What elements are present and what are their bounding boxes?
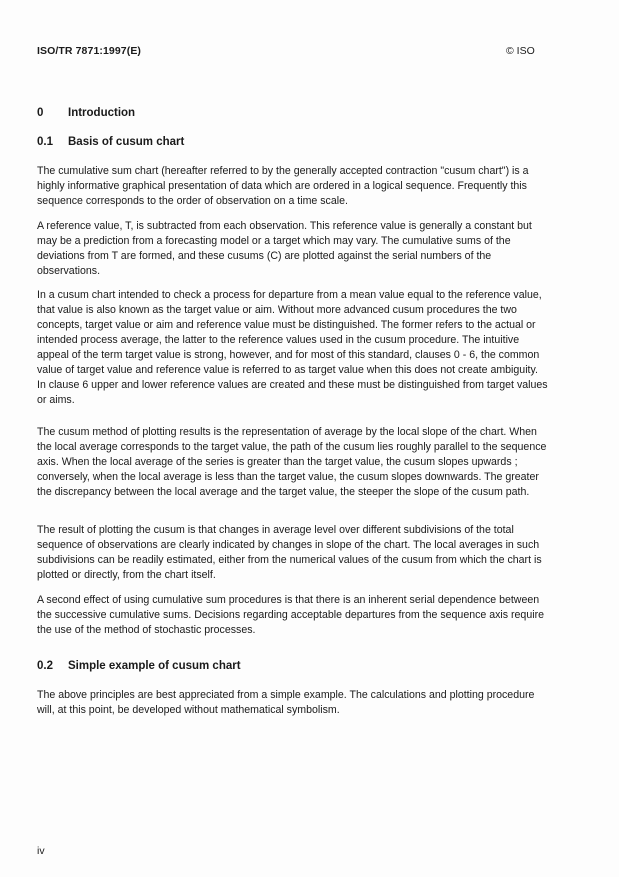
paragraph-7: The above principles are best appreciated from a simple example. The calculations and plotting procedure will, at this point, be developed without mathematical symbolism. [37, 689, 535, 716]
section-heading-basis [37, 136, 184, 148]
paragraph-3: In a cusum chart intended to check a process for departure from a mean value equal to the reference value, that value is also known as the target value or aim. Without more advanced cusum procedures the two concepts, target value or aim and reference value must be distinguished. The former refers to the actual or intended process average, the latter to the reference values used in the cusum procedure. The intuitive appeal of the term target value is strong, however, and for most of this standard, clauses 0 - 6, the common value of target value and reference value is referred to as target value when this does not create ambiguity. In clause 6 upper and lower reference values are created and these must be distinguished from target values or aims. [37, 289, 548, 406]
paragraph-5: The result of plotting the cusum is that changes in average level over different subdivisions of the total sequence of observations are clearly indicated by changes in slope of the chart. The local averages in such subdivisions can be readily estimated, either from the numerical values of the cusum from which the chart is plotted or directly, from the chart itself. [37, 524, 542, 581]
paragraph-2: A reference value, T, is subtracted from each observation. This reference value is generally a constant but may be a prediction from a forecasting model or a target which may vary. The cumulative sums of the deviations from T are formed, and these cusums (C) are plotted against the serial numbers of the observations. [37, 220, 532, 277]
paragraph-1: The cumulative sum chart (hereafter referred to by the generally accepted contraction "cusum chart") is a highly informative graphical presentation of data which are ordered in a logical sequence. Frequently this sequence corresponds to the order of observation on a time scale. [37, 165, 529, 207]
section-heading-example [37, 660, 241, 672]
section-title: Introduction [68, 107, 136, 119]
paragraph-6: A second effect of using cumulative sum procedures is that there is an inherent serial dependence between the successive cumulative sums. Decisions regarding acceptable departures from the sequence axis require the use of the method of stochastic processes. [37, 594, 544, 636]
section-number: 0.2 [37, 660, 53, 672]
paragraph-4: The cusum method of plotting results is the representation of average by the local slope of the chart. When the local average corresponds to the target value, the path of the cusum lies roughly parallel to the sequence axis. When the local average of the series is greater than the target value, the cusum slopes upwards ; conversely, when the local average is less than the target value, the cusum slopes downwards. The greater the discrepancy between the local average and the target value, the steeper the slope of the cusum path. [37, 426, 547, 498]
section-title: Basis of cusum chart [68, 136, 185, 148]
section-number: 0 [37, 107, 44, 119]
page-number: iv [37, 845, 45, 857]
section-heading-introduction [37, 107, 135, 119]
section-title: Simple example of cusum chart [68, 660, 241, 672]
section-number: 0.1 [37, 136, 53, 148]
copyright-notice: © ISO [506, 45, 535, 57]
document-id: ISO/TR 7871:1997(E) [37, 45, 142, 57]
